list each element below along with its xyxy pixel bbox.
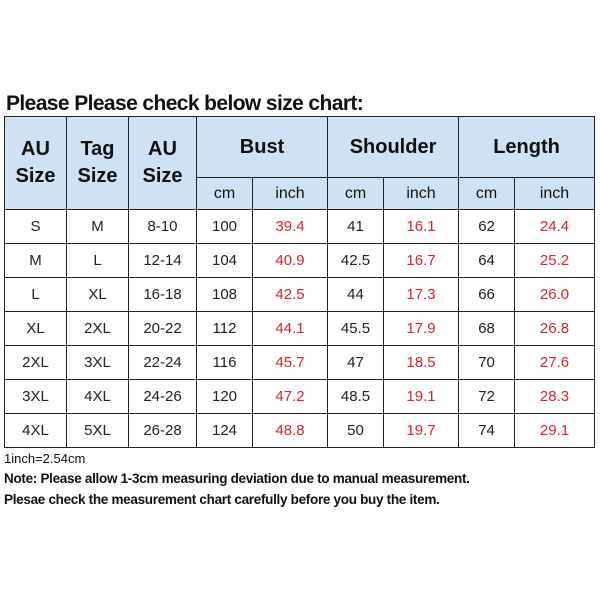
header-bust: Bust bbox=[197, 117, 328, 178]
cell-shoulder-inch: 16.1 bbox=[384, 210, 459, 244]
cell-au: 26-28 bbox=[129, 414, 197, 448]
cell-tag-size: 5XL bbox=[67, 414, 129, 448]
cell-shoulder-inch: 16.7 bbox=[384, 244, 459, 278]
cell-shoulder-cm: 41 bbox=[328, 210, 384, 244]
cell-length-inch: 26.0 bbox=[515, 278, 595, 312]
header-tag-size: Tag Size bbox=[67, 117, 129, 210]
conversion-note: 1inch=2.54cm bbox=[4, 451, 86, 466]
cell-bust-cm: 112 bbox=[197, 312, 253, 346]
cell-shoulder-inch: 17.9 bbox=[384, 312, 459, 346]
cell-au: 20-22 bbox=[129, 312, 197, 346]
table-row bbox=[5, 210, 595, 244]
cell-shoulder-inch: 18.5 bbox=[384, 346, 459, 380]
cell-bust-inch: 45.7 bbox=[253, 346, 328, 380]
cell-length-cm: 62 bbox=[459, 210, 515, 244]
cell-bust-inch: 44.1 bbox=[253, 312, 328, 346]
cell-au: 16-18 bbox=[129, 278, 197, 312]
cell-length-inch: 28.3 bbox=[515, 380, 595, 414]
cell-bust-cm: 116 bbox=[197, 346, 253, 380]
cell-bust-inch: 48.8 bbox=[253, 414, 328, 448]
cell-shoulder-cm: 42.5 bbox=[328, 244, 384, 278]
table-row bbox=[5, 244, 595, 278]
table-row bbox=[5, 346, 595, 380]
cell-au-size: L bbox=[5, 278, 67, 312]
header-length-cm: cm bbox=[459, 178, 515, 210]
table-row bbox=[5, 380, 595, 414]
cell-au: 8-10 bbox=[129, 210, 197, 244]
cell-length-cm: 68 bbox=[459, 312, 515, 346]
cell-shoulder-cm: 50 bbox=[328, 414, 384, 448]
header-row-groups bbox=[5, 117, 595, 178]
cell-shoulder-cm: 47 bbox=[328, 346, 384, 380]
notes bbox=[4, 449, 470, 510]
cell-bust-cm: 124 bbox=[197, 414, 253, 448]
header-bust-inch: inch bbox=[253, 178, 328, 210]
cell-shoulder-inch: 19.1 bbox=[384, 380, 459, 414]
header-shoulder-cm: cm bbox=[328, 178, 384, 210]
cell-au: 24-26 bbox=[129, 380, 197, 414]
header-au: AU Size bbox=[129, 117, 197, 210]
cell-bust-cm: 108 bbox=[197, 278, 253, 312]
table-row bbox=[5, 278, 595, 312]
cell-length-inch: 25.2 bbox=[515, 244, 595, 278]
cell-length-inch: 24.4 bbox=[515, 210, 595, 244]
cell-au-size: S bbox=[5, 210, 67, 244]
cell-au-size: 4XL bbox=[5, 414, 67, 448]
header-length-inch: inch bbox=[515, 178, 595, 210]
cell-length-cm: 66 bbox=[459, 278, 515, 312]
cell-shoulder-inch: 17.3 bbox=[384, 278, 459, 312]
cell-length-inch: 29.1 bbox=[515, 414, 595, 448]
cell-au-size: 3XL bbox=[5, 380, 67, 414]
cell-au: 22-24 bbox=[129, 346, 197, 380]
cell-tag-size: 4XL bbox=[67, 380, 129, 414]
cell-length-cm: 74 bbox=[459, 414, 515, 448]
cell-bust-inch: 47.2 bbox=[253, 380, 328, 414]
cell-bust-inch: 40.9 bbox=[253, 244, 328, 278]
deviation-note: Note: Please allow 1-3cm measuring deviation due to manual measurement. bbox=[4, 471, 470, 486]
cell-bust-cm: 104 bbox=[197, 244, 253, 278]
header-shoulder-inch: inch bbox=[384, 178, 459, 210]
cell-tag-size: XL bbox=[67, 278, 129, 312]
cell-tag-size: M bbox=[67, 210, 129, 244]
cell-length-cm: 72 bbox=[459, 380, 515, 414]
header-au-size: AU Size bbox=[5, 117, 67, 210]
table-row bbox=[5, 414, 595, 448]
check-note: Plesae check the measurement chart carefully before you buy the item. bbox=[4, 492, 440, 507]
header-bust-cm: cm bbox=[197, 178, 253, 210]
table-row bbox=[5, 312, 595, 346]
cell-tag-size: 2XL bbox=[67, 312, 129, 346]
cell-shoulder-cm: 45.5 bbox=[328, 312, 384, 346]
cell-au-size: XL bbox=[5, 312, 67, 346]
cell-au: 12-14 bbox=[129, 244, 197, 278]
cell-length-cm: 70 bbox=[459, 346, 515, 380]
size-chart-title: Please Please check below size chart: bbox=[6, 92, 364, 115]
cell-shoulder-inch: 19.7 bbox=[384, 414, 459, 448]
header-shoulder: Shoulder bbox=[328, 117, 459, 178]
cell-bust-inch: 42.5 bbox=[253, 278, 328, 312]
cell-length-inch: 26.8 bbox=[515, 312, 595, 346]
cell-bust-cm: 100 bbox=[197, 210, 253, 244]
cell-bust-cm: 120 bbox=[197, 380, 253, 414]
cell-shoulder-cm: 44 bbox=[328, 278, 384, 312]
cell-shoulder-cm: 48.5 bbox=[328, 380, 384, 414]
size-chart-table bbox=[4, 116, 595, 448]
cell-bust-inch: 39.4 bbox=[253, 210, 328, 244]
cell-length-cm: 64 bbox=[459, 244, 515, 278]
cell-length-inch: 27.6 bbox=[515, 346, 595, 380]
cell-au-size: 2XL bbox=[5, 346, 67, 380]
cell-tag-size: 3XL bbox=[67, 346, 129, 380]
cell-au-size: M bbox=[5, 244, 67, 278]
cell-tag-size: L bbox=[67, 244, 129, 278]
header-length: Length bbox=[459, 117, 595, 178]
